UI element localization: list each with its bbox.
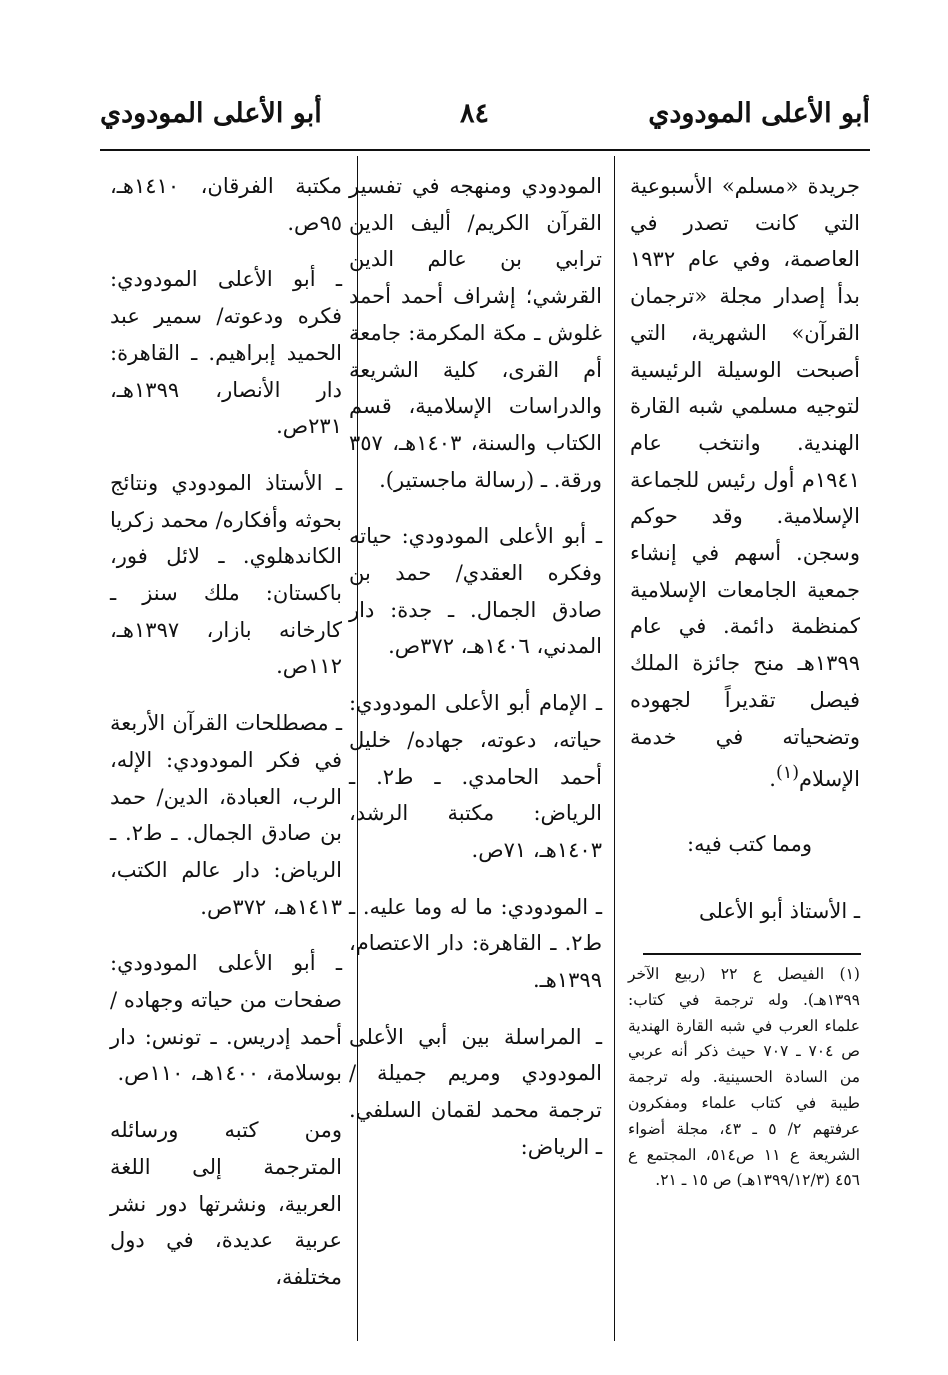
bibliography-entry: ـ مصطلحات القرآن الأربعة في فكر المودودي: الإله، الرب، العبادة، الدين/ حمد بن صادق الجمال. ـ ط٢. ـ الرياض: دار عالم الكتب، ١٤١٣هـ، ٣٧٢ص. xyxy=(110,711,342,919)
header-title-right: أبو الأعلى المودودي xyxy=(648,98,870,129)
column-right xyxy=(630,168,860,949)
subheading: ومما كتب فيه: xyxy=(687,831,812,856)
paragraph-end: . xyxy=(769,767,776,792)
bibliography-entry: ـ أبو الأعلى المودودي: حياته وفكره العقدي/ حمد بن صادق الجمال. ـ جدة: دار المدني، ١٤٠٦هـ، ٣٧٢ص. xyxy=(349,524,602,659)
column-middle xyxy=(349,168,602,1186)
column-left xyxy=(110,168,342,1316)
bibliography-entry: مكتبة الفرقان، ١٤١٠هـ، ٩٥ص. xyxy=(110,174,342,235)
header-title-left: أبو الأعلى المودودي xyxy=(100,98,322,129)
page-number: ٨٤ xyxy=(460,98,490,129)
bibliography-entry: ـ المودودي: ما له وما عليه. ـ ط٢. ـ القاهرة: دار الاعتصام، ١٣٩٩هـ. xyxy=(349,894,602,993)
biography-text: جريدة «مسلم» الأسبوعية التي كانت تصدر في العاصمة، وفي عام ١٩٣٢ بدأ إصدار مجلة «ترجمان القرآن» الشهرية، التي أصبحت الوسيلة الرئيسية لتوجيه مسلمي شبه القارة الهندية. وانتخب عام ١٩٤١م أول رئيس للجماعة الإسلامية. وقد حوكم وسجن. أسهم في إنشاء جمعية الجامعات الإسلامية كمنظمة دائمة. في عام ١٣٩٩هـ منح جائزة الملك فيصل تقديراً لجهوده وتضحياته في خدمة الإسلام xyxy=(630,174,860,792)
bibliography-entry: ـ المراسلة بين أبي الأعلى المودودي ومريم جميلة / ترجمة محمد لقمان السلفي. ـ الرياض: xyxy=(349,1024,602,1159)
bibliography-entry: ـ الأستاذ أبو الأعلى xyxy=(699,898,860,923)
bibliography-entry: ـ أبو الأعلى المودودي: صفحات من حياته وجهاده / أحمد إدريس. ـ تونس: دار بوسلامة، ١٤٠٠هـ، ١١٠ص. xyxy=(110,951,342,1086)
bibliography-entry: ـ الأستاذ المودودي ونتائج بحوثه وأفكاره/ محمد زكريا الكاندهلوي. ـ لائل فور، باكستان: ملك سنز ـ كارخانه بازار، ١٣٩٧هـ، ١١٢ص. xyxy=(110,470,342,679)
footnote-marker: (١) xyxy=(775,763,800,784)
footnote: (١) الفيصل ع ٢٢ (ربيع الآخر ١٣٩٩هـ). وله ترجمة في كتاب: علماء العرب في شبه القارة الهندية ص ٧٠٤ ـ ٧٠٧ حيث ذكر أنه عربي من السادة الحسينية. وله ترجمة طيبة في كتاب علماء ومفكرون عرفتهم ٢/ ٥ ـ ٤٣، مجلة أضواء الشريعة ع ١١ ص٥١٤، المجتمع ع ٤٥٦ (١٣٩٩/١٢/٣هـ) ص ١٥ ـ ٢١. xyxy=(628,965,861,1190)
running-header xyxy=(100,98,870,144)
header-rule xyxy=(100,149,870,151)
column-divider xyxy=(614,156,615,1341)
biography-paragraph xyxy=(630,168,860,798)
bibliography-entry: المودودي ومنهجه في تفسير القرآن الكريم/ أليف الدين ترابي بن عالم الدين القرشي؛ إشراف أحمد أحمد غلوش ـ مكة المكرمة: جامعة أم القرى، كلية الشريعة والدراسات الإسلامية، قسم الكتاب والسنة، ١٤٠٣هـ، ٣٥٧ ورقة. ـ (رسالة ماجستير). xyxy=(349,174,602,492)
bibliography-entry: ـ أبو الأعلى المودودي: فكره ودعوته/ سمير عبد الحميد إبراهيم. ـ القاهرة: دار الأنصار، ١٣٩٩هـ، ٢٣١ص. xyxy=(110,267,342,439)
closing-paragraph: ومن كتبه ورسائله المترجمة إلى اللغة العربية، ونشرتها دور نشر عربية عديدة، في دول مختلفة، xyxy=(110,1118,342,1289)
footnote-rule xyxy=(643,953,861,955)
bibliography-entry: ـ الإمام أبو الأعلى المودودي: حياته، دعوته، جهاده/ خليل أحمد الحامدي. ـ ط٢. ـ الرياض: مكتبة الرشد، ١٤٠٣هـ، ٧١ص. xyxy=(349,691,602,862)
